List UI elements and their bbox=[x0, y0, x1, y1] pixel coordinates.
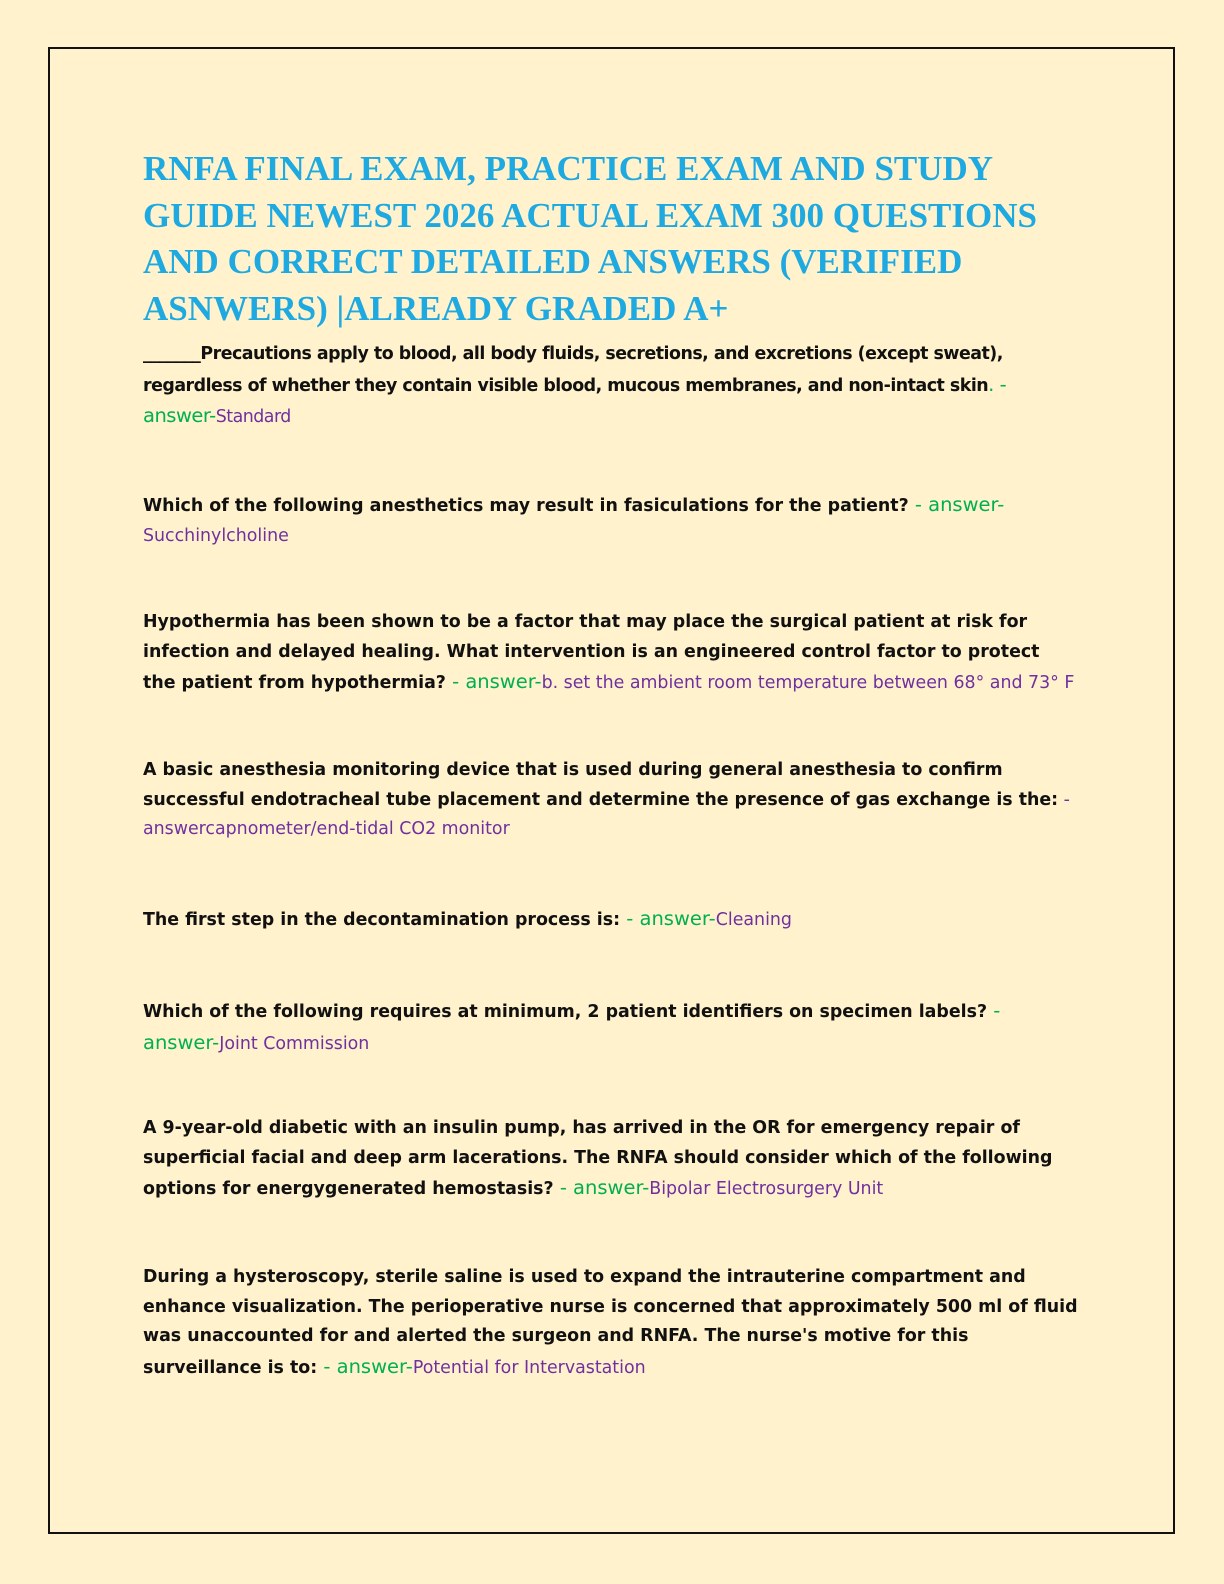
answer-text: Standard bbox=[215, 407, 291, 428]
answer-text: b. set the ambient room temperature between 68° and 73° F bbox=[541, 673, 1075, 694]
answer-marker: - answer- bbox=[553, 1176, 650, 1200]
answer-marker: - answer- bbox=[445, 670, 542, 694]
answer-text: Bipolar Electrosurgery Unit bbox=[649, 1179, 884, 1200]
answer-marker: - answer- bbox=[143, 999, 1001, 1054]
answer-marker: - answer- bbox=[908, 493, 1005, 516]
answer-text: Succhinylcholine bbox=[143, 525, 289, 546]
answer-text: answercapnometer/end-tidal CO2 monitor bbox=[143, 819, 510, 840]
question-text: During a hysteroscopy, sterile saline is used to expand the intrauterine compartment and enhance visualization. The perioperative nurse is concerned that approximately 500 ml of fluid was unaccounted for and alerted the surgeon and RNFA. The nurse's motive for this surveillance is to: bbox=[143, 1267, 1078, 1378]
qa-item-6 bbox=[143, 996, 1078, 1059]
qa-item-7 bbox=[143, 1114, 1078, 1205]
question-text: _______Precautions apply to blood, all body fluids, secretions, and excretions (except sweat), regardless of whether they contain visible blood, mucous membranes, and non-intact skin bbox=[143, 344, 1003, 396]
qa-item-1 bbox=[143, 340, 1078, 433]
question-text: A basic anesthesia monitoring device that is used during general anesthesia to confirm successful endotracheal tube placement and determine the presence of gas exchange is the: bbox=[143, 760, 1059, 810]
answer-text: Potential for Intervastation bbox=[412, 1357, 646, 1378]
qa-item-8 bbox=[143, 1263, 1078, 1383]
question-text: Which of the following requires at minimum, 2 patient identifiers on specimen labels? bbox=[143, 1002, 988, 1022]
qa-item-3 bbox=[143, 608, 1078, 699]
qa-item-2 bbox=[143, 490, 1078, 551]
answer-text: Joint Commission bbox=[219, 1033, 370, 1054]
qa-item-4 bbox=[143, 756, 1078, 845]
question-text: Which of the following anesthetics may result in fasiculations for the patient? bbox=[143, 496, 909, 516]
answer-marker: . - answer- bbox=[143, 372, 1007, 428]
document-title: RNFA FINAL EXAM, PRACTICE EXAM AND STUDY GUIDE NEWEST 2026 ACTUAL EXAM 300 QUESTIONS AND CORRECT DETAILED ANSWERS (VERIFIED ASNWERS) |ALREADY GRADED A+ bbox=[143, 149, 1037, 328]
answer-marker: - bbox=[1058, 789, 1070, 810]
question-text: A 9-year-old diabetic with an insulin pump, has arrived in the OR for emergency repair of superficial facial and deep arm lacerations. The RNFA should consider which of the following options for energygenerated hemostasis? bbox=[143, 1118, 1053, 1200]
qa-item-5 bbox=[143, 904, 1078, 936]
question-text: Hypothermia has been shown to be a factor that may place the surgical patient at risk for infection and delayed healing. What intervention is an engineered control factor to protect the patient from hypothermia? bbox=[143, 612, 1040, 694]
answer-marker: - answer- bbox=[317, 1354, 413, 1378]
answer-text: Cleaning bbox=[715, 910, 792, 930]
question-text: The first step in the decontamination process is: bbox=[143, 910, 621, 930]
answer-marker: - answer- bbox=[620, 907, 716, 930]
